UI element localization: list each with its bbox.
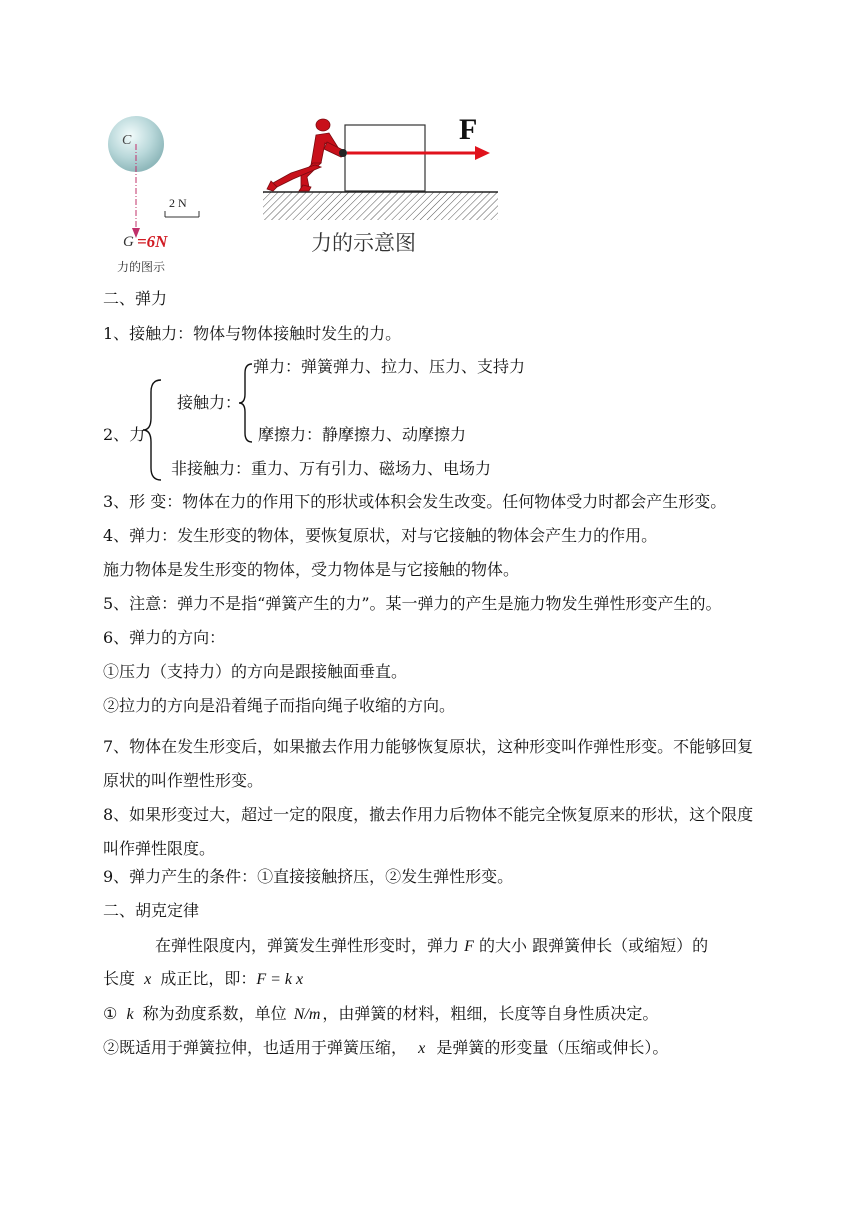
figure-force-diagram xyxy=(105,112,205,277)
item-5: 5、注意：弹力不是指“弹簧产生的力”。某一弹力的产生是施力物发生弹性形变产生的。 xyxy=(103,594,722,613)
hooke-text-b: 的大小 跟弹簧伸长（或缩短）的 xyxy=(478,936,709,955)
tree-elastic: 弹力：弹簧弹力、拉力、压力、支持力 xyxy=(253,357,526,376)
big-brace-icon xyxy=(141,378,165,482)
item-7: 7、物体在发生形变后，如果撤去作用力能够恢复原状，这种形变叫作弹性形变。不能够回复原状的叫作塑性形变。 xyxy=(103,737,754,790)
symbol-k: k xyxy=(126,1006,134,1023)
box xyxy=(345,125,425,191)
tree-contact: 接触力： xyxy=(177,393,242,412)
item-3: 3、形 变：物体在力的作用下的形状或体积会发生改变。任何物体受力时都会产生形变。 xyxy=(103,492,727,511)
item-6b: ②拉力的方向是沿着绳子而指向绳子收缩的方向。 xyxy=(103,696,456,715)
note1-marker: ① xyxy=(103,1004,118,1023)
hooke-paragraph-line1 xyxy=(155,935,708,958)
note2-text-b: 是弹簧的形变量（压缩或伸长）。 xyxy=(436,1038,669,1057)
symbol-x: x xyxy=(144,971,152,988)
section-heading-hooke: 二、胡克定律 xyxy=(103,901,200,920)
hooke-note-2 xyxy=(103,1037,668,1060)
unit-n-per-m: N/m xyxy=(293,1006,321,1023)
figure2-caption: 力的示意图 xyxy=(311,231,416,255)
section-heading-elastic: 二、弹力 xyxy=(103,289,168,308)
tree-friction: 摩擦力：静摩擦力、动摩擦力 xyxy=(258,425,467,444)
hooke-text-a: 在弹性限度内，弹簧发生弹性形变时，弹力 xyxy=(155,936,460,955)
hooke-note-1 xyxy=(103,1003,658,1026)
symbol-F: F xyxy=(464,938,474,955)
force-arrowhead xyxy=(475,146,490,160)
hooke-formula: F = k x xyxy=(256,971,304,988)
symbol-x-2: x xyxy=(418,1040,426,1057)
force-symbol: G xyxy=(123,234,134,250)
tree-root: 2、力 xyxy=(103,425,146,444)
hooke-paragraph-line2 xyxy=(103,968,303,991)
force-label: F xyxy=(459,113,478,146)
tree-noncontact: 非接触力：重力、万有引力、磁场力、电场力 xyxy=(171,459,492,478)
sphere-label: C xyxy=(122,133,132,148)
scale-label: 2 N xyxy=(169,196,187,210)
figure-force-sketch xyxy=(263,115,503,260)
item-1: 1、接触力：物体与物体接触时发生的力。 xyxy=(103,324,402,343)
hooke-text-c: 长度 xyxy=(103,969,136,988)
hooke-text-d: 成正比，即： xyxy=(160,969,257,988)
hand-contact xyxy=(339,149,347,157)
note1-text-c: ，由弹簧的材料，粗细，长度等自身性质决定。 xyxy=(322,1004,659,1023)
note2-text-a: ②既适用于弹簧拉伸，也适用于弹簧压缩， xyxy=(103,1038,408,1057)
item-6a: ①压力（支持力）的方向是跟接触面垂直。 xyxy=(103,662,408,681)
gravity-diagram-svg xyxy=(105,112,205,252)
figure1-caption: 力的图示 xyxy=(117,260,166,274)
force-value: =6N xyxy=(137,232,168,251)
ground-hatch xyxy=(263,192,498,220)
item-9: 9、弹力产生的条件：①直接接触挤压，②发生弹性形变。 xyxy=(103,867,514,886)
item-4b: 施力物体是发生形变的物体，受力物体是与它接触的物体。 xyxy=(103,560,520,579)
note1-text-b: 称为劲度系数，单位 xyxy=(142,1004,287,1023)
pushing-person-icon xyxy=(267,119,345,191)
force-classification-tree xyxy=(103,354,603,482)
item-4: 4、弹力：发生形变的物体，要恢复原状，对与它接触的物体会产生力的作用。 xyxy=(103,526,658,545)
item-8: 8、如果形变过大，超过一定的限度，撤去作用力后物体不能完全恢复原来的形状，这个限度叫作弹性限度。 xyxy=(103,805,754,858)
item-6: 6、弹力的方向： xyxy=(103,628,226,647)
